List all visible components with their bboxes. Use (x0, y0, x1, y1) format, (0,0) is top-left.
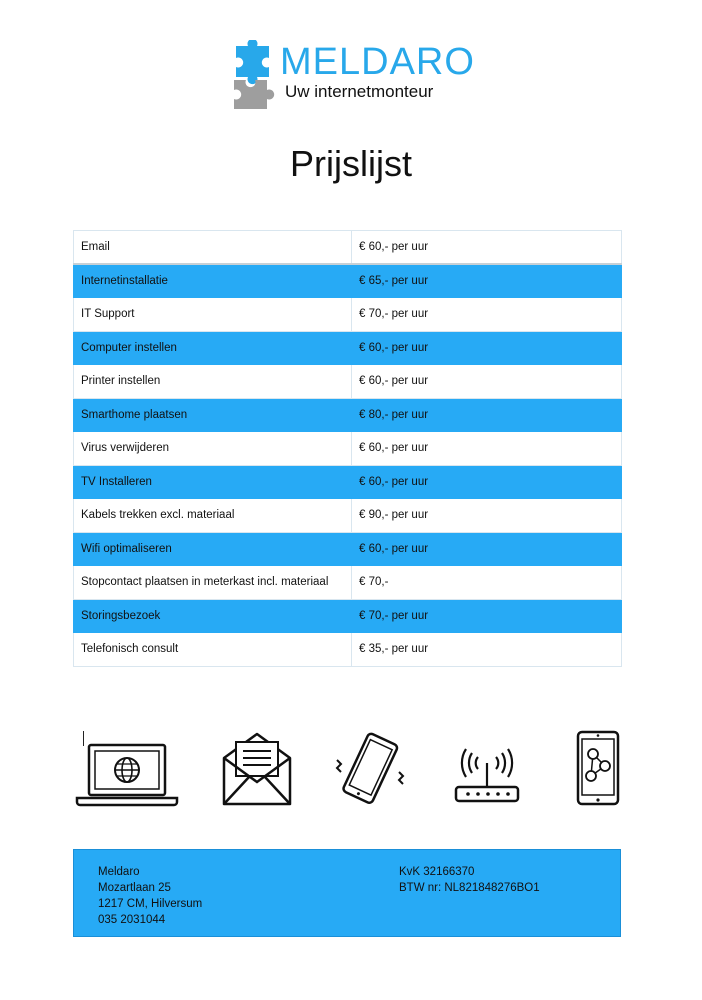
service-name: Printer instellen (74, 365, 352, 399)
price-row (74, 566, 622, 600)
footer-btw: BTW nr: NL821848276BO1 (399, 882, 540, 894)
service-price: € 80,- per uur (352, 398, 622, 432)
service-price: € 35,- per uur (352, 633, 622, 667)
price-row (74, 432, 622, 466)
service-price: € 60,- per uur (352, 532, 622, 566)
price-row (74, 264, 622, 298)
service-name: Computer instellen (74, 331, 352, 365)
footer-registration (399, 864, 540, 896)
service-name: TV Installeren (74, 465, 352, 499)
service-name: Smarthome plaatsen (74, 398, 352, 432)
footer-kvk: KvK 32166370 (399, 866, 475, 878)
meldaro-logo (230, 40, 480, 112)
icon-row (0, 725, 702, 810)
price-row (74, 633, 622, 667)
logo-name: MELDARO (280, 41, 475, 83)
price-row (74, 599, 622, 633)
service-price: € 60,- per uur (352, 231, 622, 265)
service-name: Internetinstallatie (74, 264, 352, 298)
service-price: € 60,- per uur (352, 465, 622, 499)
price-row (74, 365, 622, 399)
wifi-router-icon (452, 737, 522, 803)
envelope-letter-icon (222, 730, 292, 806)
service-name: Virus verwijderen (74, 432, 352, 466)
price-row (74, 298, 622, 332)
price-row (74, 465, 622, 499)
footer-city: 1217 CM, Hilversum (98, 898, 203, 910)
puzzle-logo-icon (230, 40, 280, 112)
service-name: Stopcontact plaatsen in meterkast incl. materiaal (74, 566, 352, 600)
footer-phone: 035 2031044 (98, 914, 166, 926)
footer-company: Meldaro (98, 866, 140, 878)
service-price: € 60,- per uur (352, 331, 622, 365)
footer-contact-box (73, 849, 621, 937)
vibrating-phone-icon (333, 730, 405, 812)
laptop-globe-icon (75, 743, 180, 807)
price-row (74, 398, 622, 432)
price-row (74, 231, 622, 265)
service-name: Email (74, 231, 352, 265)
service-price: € 70,- per uur (352, 599, 622, 633)
service-price: € 65,- per uur (352, 264, 622, 298)
service-price: € 60,- per uur (352, 432, 622, 466)
service-price: € 60,- per uur (352, 365, 622, 399)
service-price: € 70,- (352, 566, 622, 600)
footer-street: Mozartlaan 25 (98, 882, 171, 894)
price-row (74, 499, 622, 533)
footer-address (98, 864, 202, 928)
logo-tagline: Uw internetmonteur (285, 82, 434, 101)
service-name: Telefonisch consult (74, 633, 352, 667)
price-row (74, 331, 622, 365)
service-price: € 90,- per uur (352, 499, 622, 533)
price-row (74, 532, 622, 566)
page-title: Prijslijst (290, 143, 412, 184)
service-name: Storingsbezoek (74, 599, 352, 633)
service-name: Wifi optimaliseren (74, 532, 352, 566)
service-name: Kabels trekken excl. materiaal (74, 499, 352, 533)
service-price: € 70,- per uur (352, 298, 622, 332)
phone-network-icon (576, 730, 620, 806)
service-name: IT Support (74, 298, 352, 332)
price-table (73, 230, 622, 667)
